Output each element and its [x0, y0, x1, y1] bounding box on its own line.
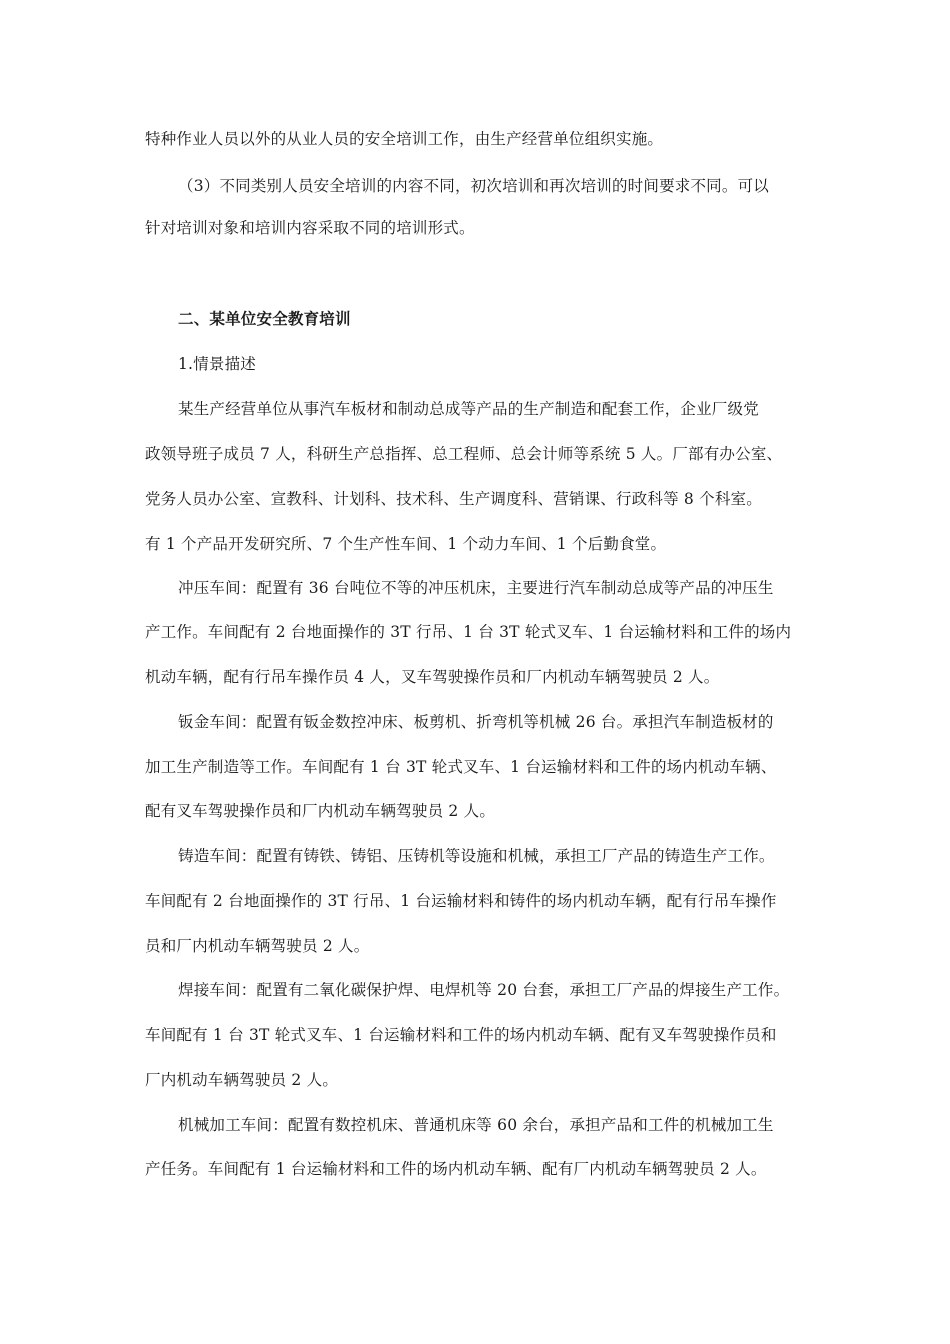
section-heading: 二、某单位安全教育培训 [178, 310, 351, 328]
paragraph-line: 厂内机动车辆驾驶员 2 人。 [145, 1071, 339, 1089]
paragraph-line: 冲压车间：配置有 36 台吨位不等的冲压机床，主要进行汽车制动总成等产品的冲压生 [178, 579, 774, 597]
paragraph-line: 配有叉车驾驶操作员和厂内机动车辆驾驶员 2 人。 [145, 802, 496, 820]
paragraph-line: 产任务。车间配有 1 台运输材料和工件的场内机动车辆、配有厂内机动车辆驾驶员 2 人。 [145, 1160, 767, 1178]
paragraph-line: （3）不同类别人员安全培训的内容不同，初次培训和再次培训的时间要求不同。可以 [178, 177, 769, 195]
paragraph-line: 党务人员办公室、宣教科、计划科、技术科、生产调度科、营销课、行政科等 8 个科室。 [145, 490, 762, 508]
paragraph-line: 产工作。车间配有 2 台地面操作的 3T 行吊、1 台 3T 轮式叉车、1 台运输材料和工件的场内 [145, 623, 792, 641]
paragraph-line: 员和厂内机动车辆驾驶员 2 人。 [145, 937, 370, 955]
paragraph-line: 机动车辆，配有行吊车操作员 4 人，叉车驾驶操作员和厂内机动车辆驾驶员 2 人。 [145, 668, 720, 686]
paragraph-line: 车间配有 1 台 3T 轮式叉车、1 台运输材料和工件的场内机动车辆、配有叉车驾驶操作员和 [145, 1026, 777, 1044]
paragraph-line: 加工生产制造等工作。车间配有 1 台 3T 轮式叉车、1 台运输材料和工件的场内机动车辆、 [145, 758, 777, 776]
paragraph-line: 特种作业人员以外的从业人员的安全培训工作，由生产经营单位组织实施。 [145, 130, 664, 148]
subsection-heading: 1.情景描述 [178, 355, 256, 373]
paragraph-line: 某生产经营单位从事汽车板材和制动总成等产品的生产制造和配套工作，企业厂级党 [178, 400, 759, 418]
paragraph-line: 车间配有 2 台地面操作的 3T 行吊、1 台运输材料和铸件的场内机动车辆，配有行吊车操作 [145, 892, 777, 910]
paragraph-line: 铸造车间：配置有铸铁、铸铝、压铸机等设施和机械，承担工厂产品的铸造生产工作。 [178, 847, 775, 865]
paragraph-line: 有 1 个产品开发研究所、7 个生产性车间、1 个动力车间、1 个后勤食堂。 [145, 535, 667, 553]
paragraph-line: 焊接车间：配置有二氧化碳保护焊、电焊机等 20 台套，承担工厂产品的焊接生产工作。 [178, 981, 790, 999]
paragraph-line: 针对培训对象和培训内容采取不同的培训形式。 [145, 219, 475, 237]
paragraph-line: 钣金车间：配置有钣金数控冲床、板剪机、折弯机等机械 26 台。承担汽车制造板材的 [178, 713, 774, 731]
paragraph-line: 机械加工车间：配置有数控机床、普通机床等 60 余台，承担产品和工件的机械加工生 [178, 1116, 774, 1134]
paragraph-line: 政领导班子成员 7 人，科研生产总指挥、总工程师、总会计师等系统 5 人。厂部有办公室、 [145, 445, 783, 463]
